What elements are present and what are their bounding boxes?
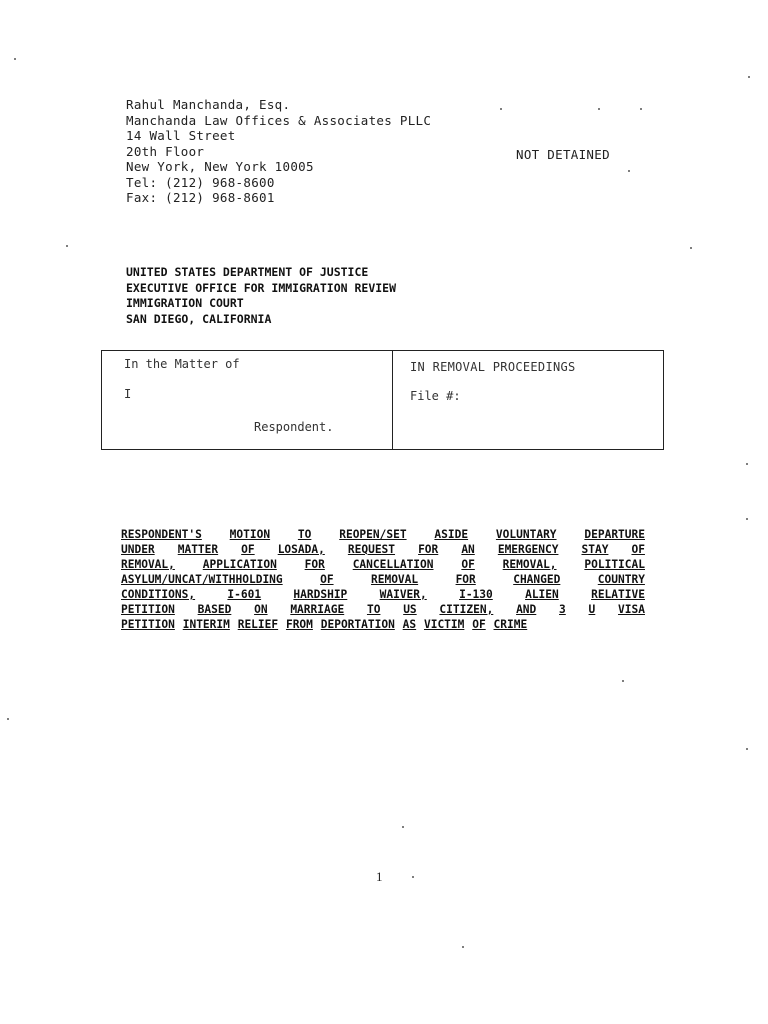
motion-title-word: I-601 [227,588,262,601]
motion-title-word: CHANGED [513,573,561,586]
page-number: 1 [376,869,383,884]
motion-title-word: OF [461,558,475,571]
motion-title-word: OF [631,543,645,556]
motion-title-word: MOTION [229,528,271,541]
scan-speck [748,76,750,78]
motion-title-word: AN [461,543,475,556]
detention-status: NOT DETAINED [516,147,610,162]
street-address: 14 Wall Street [126,128,236,143]
motion-title-word: REMOVAL, [121,558,175,571]
motion-title-word: CONDITIONS, [121,588,196,601]
motion-title-word: EMERGENCY [497,543,559,556]
motion-title-word: VICTIM [423,618,465,631]
floor: 20th Floor [126,143,205,159]
motion-title-line [121,527,645,542]
motion-title-word: FOR [418,543,439,556]
proceedings-type: IN REMOVAL PROCEEDINGS [410,360,576,374]
motion-title-word: FROM [285,618,313,631]
motion-title-word: ON [254,603,268,616]
motion-title-word: COUNTRY [597,573,645,586]
motion-title-line [121,617,645,632]
motion-title-word: VISA [618,603,645,616]
motion-title-word: ALIEN [525,588,559,601]
motion-title-word: INTERIM [182,618,230,631]
motion-title-line [121,557,645,572]
motion-title-word: TO [297,528,312,541]
respondent-label: Respondent. [254,420,334,434]
motion-title-word: OF [320,573,334,586]
scan-speck [746,518,748,520]
fax: Fax: (212) 968-8601 [126,190,275,205]
motion-title-word: VOLUNTARY [495,528,557,541]
motion-title-word: RELATIVE [591,588,645,601]
scan-speck [14,58,16,60]
motion-title-word: AS [402,618,417,631]
motion-title-word: AND [516,603,537,616]
attorney-name: Rahul Manchanda, Esq. [126,97,291,112]
motion-title-word: APPLICATION [202,558,277,571]
motion-title-word: REMOVAL, [502,558,557,571]
scan-speck [598,108,600,110]
scan-speck [746,748,748,750]
motion-title-word: RELIEF [237,618,279,631]
scan-speck [628,170,630,172]
caption-divider [392,350,393,450]
motion-title-word: RESPONDENT'S [121,528,202,541]
motion-title-word: REMOVAL [370,573,419,586]
motion-title-word: REQUEST [347,543,396,556]
scan-speck [690,247,692,249]
motion-title-word: FOR [304,558,325,571]
motion-title-word: PETITION [121,603,175,616]
court-name: IMMIGRATION COURT [126,296,244,310]
motion-title-word: TO [366,603,381,616]
in-the-matter-of: In the Matter of [124,357,240,371]
court-location: SAN DIEGO, CALIFORNIA [126,311,272,326]
motion-title-word: UNDER [121,543,155,556]
motion-title-word: STAY [581,543,609,556]
motion-title-line [121,542,645,557]
motion-title-word: CANCELLATION [352,558,434,571]
motion-title-word: U [588,603,596,616]
file-number: File #: [410,389,461,403]
motion-title-line [121,587,645,602]
motion-title-word: 3 [559,603,566,616]
motion-title-word: OF [472,618,486,631]
motion-title-word: POLITICAL [584,558,645,571]
motion-title-line [121,602,645,617]
motion-title-word: OF [241,543,255,556]
motion-title-word: MATTER [177,543,219,556]
attorney-block [126,97,431,206]
motion-title-word: CITIZEN, [439,603,494,616]
scan-speck [66,245,68,247]
court-office: EXECUTIVE OFFICE FOR IMMIGRATION REVIEW [126,280,397,295]
motion-title-line [121,572,645,587]
court-department: UNITED STATES DEPARTMENT OF JUSTICE [126,265,369,279]
scan-speck [412,876,414,878]
motion-title-word: DEPARTURE [584,528,645,541]
case-caption-box [101,350,664,450]
motion-title-word: PETITION [121,618,175,631]
motion-title-word: BASED [197,603,232,616]
motion-title-word: ASYLUM/UNCAT/WITHHOLDING [121,573,283,586]
scan-speck [462,946,464,948]
scan-speck [640,108,642,110]
motion-title-word: I-130 [459,588,493,601]
motion-title-word: MARRIAGE [290,603,345,616]
court-heading [126,265,396,327]
motion-title-word: ASIDE [434,528,469,541]
scan-speck [746,463,748,465]
motion-title-word: US [403,603,417,616]
law-firm: Manchanda Law Offices & Associates PLLC [126,112,432,128]
scan-speck [402,826,404,828]
scan-speck [500,108,502,110]
scan-speck [7,718,9,720]
motion-title-word: WAIVER, [379,588,427,601]
motion-title-word: CRIME [493,618,528,631]
motion-title-word: LOSADA, [277,543,325,556]
scan-speck [622,680,624,682]
motion-title-word: FOR [455,573,476,586]
respondent-name: I [124,387,132,401]
city-state-zip: New York, New York 10005 [126,159,314,174]
motion-title-word: DEPORTATION [320,618,395,631]
motion-title-word: HARDSHIP [293,588,348,601]
motion-title-word: REOPEN/SET [339,528,407,541]
motion-title [121,527,645,632]
telephone: Tel: (212) 968-8600 [126,174,275,190]
